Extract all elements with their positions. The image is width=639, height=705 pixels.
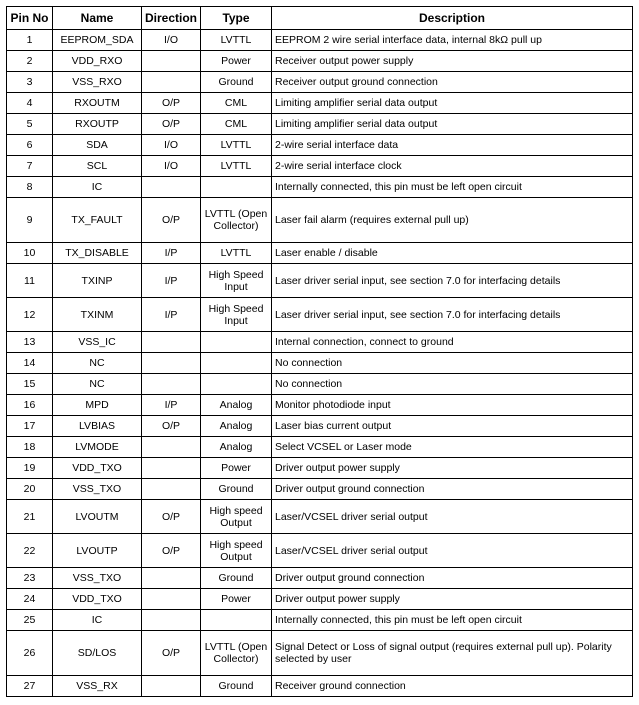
cell-description: Internal connection, connect to ground <box>272 332 633 353</box>
cell-pin-no: 6 <box>7 135 53 156</box>
cell-type: LVTTL <box>201 135 272 156</box>
cell-pin-no: 22 <box>7 534 53 568</box>
table-row <box>7 51 633 72</box>
table-row <box>7 374 633 395</box>
table-row <box>7 416 633 437</box>
cell-type: LVTTL (Open Collector) <box>201 198 272 243</box>
cell-type <box>201 374 272 395</box>
cell-type: LVTTL <box>201 30 272 51</box>
cell-description: Driver output ground connection <box>272 479 633 500</box>
cell-pin-no: 17 <box>7 416 53 437</box>
table-row <box>7 243 633 264</box>
cell-description: 2-wire serial interface data <box>272 135 633 156</box>
cell-type <box>201 610 272 631</box>
cell-pin-no: 15 <box>7 374 53 395</box>
cell-name: TXINP <box>53 264 142 298</box>
pin-table-body <box>7 30 633 697</box>
cell-pin-no: 5 <box>7 114 53 135</box>
cell-pin-no: 16 <box>7 395 53 416</box>
cell-pin-no: 24 <box>7 589 53 610</box>
cell-direction: I/O <box>142 156 201 177</box>
pin-table <box>6 6 633 697</box>
cell-pin-no: 2 <box>7 51 53 72</box>
cell-name: NC <box>53 353 142 374</box>
cell-description: 2-wire serial interface clock <box>272 156 633 177</box>
cell-direction: O/P <box>142 534 201 568</box>
cell-description: Laser enable / disable <box>272 243 633 264</box>
header-description: Description <box>272 7 633 30</box>
cell-description: Laser/VCSEL driver serial output <box>272 500 633 534</box>
table-row <box>7 298 633 332</box>
table-row <box>7 437 633 458</box>
cell-type: Ground <box>201 568 272 589</box>
cell-name: VDD_TXO <box>53 458 142 479</box>
cell-pin-no: 3 <box>7 72 53 93</box>
cell-type: CML <box>201 114 272 135</box>
cell-name: TX_DISABLE <box>53 243 142 264</box>
cell-name: SCL <box>53 156 142 177</box>
cell-name: NC <box>53 374 142 395</box>
cell-pin-no: 9 <box>7 198 53 243</box>
cell-type: LVTTL (Open Collector) <box>201 631 272 676</box>
cell-name: EEPROM_SDA <box>53 30 142 51</box>
cell-name: VDD_RXO <box>53 51 142 72</box>
cell-type: Ground <box>201 676 272 697</box>
table-row <box>7 610 633 631</box>
cell-description: Receiver ground connection <box>272 676 633 697</box>
cell-pin-no: 11 <box>7 264 53 298</box>
cell-direction <box>142 437 201 458</box>
cell-direction <box>142 479 201 500</box>
table-row <box>7 534 633 568</box>
cell-name: VDD_TXO <box>53 589 142 610</box>
cell-description: Signal Detect or Loss of signal output (requires external pull up). Polarity selected by user <box>272 631 633 676</box>
cell-type: LVTTL <box>201 156 272 177</box>
cell-name: RXOUTM <box>53 93 142 114</box>
cell-pin-no: 4 <box>7 93 53 114</box>
cell-direction: I/P <box>142 264 201 298</box>
header-name: Name <box>53 7 142 30</box>
cell-description: EEPROM 2 wire serial interface data, internal 8kΩ pull up <box>272 30 633 51</box>
cell-name: IC <box>53 177 142 198</box>
cell-type: Analog <box>201 416 272 437</box>
cell-description: Laser driver serial input, see section 7.0 for interfacing details <box>272 264 633 298</box>
cell-description: Driver output power supply <box>272 458 633 479</box>
table-row <box>7 177 633 198</box>
cell-description: Limiting amplifier serial data output <box>272 93 633 114</box>
table-row <box>7 332 633 353</box>
cell-type <box>201 332 272 353</box>
cell-name: LVOUTP <box>53 534 142 568</box>
cell-name: VSS_RXO <box>53 72 142 93</box>
cell-name: SD/LOS <box>53 631 142 676</box>
cell-direction: I/P <box>142 395 201 416</box>
cell-direction: I/P <box>142 243 201 264</box>
cell-description: Laser driver serial input, see section 7.0 for interfacing details <box>272 298 633 332</box>
table-row <box>7 589 633 610</box>
cell-pin-no: 12 <box>7 298 53 332</box>
cell-name: VSS_TXO <box>53 479 142 500</box>
cell-description: Driver output power supply <box>272 589 633 610</box>
table-row <box>7 264 633 298</box>
cell-pin-no: 7 <box>7 156 53 177</box>
table-row <box>7 631 633 676</box>
cell-pin-no: 10 <box>7 243 53 264</box>
cell-description: Laser/VCSEL driver serial output <box>272 534 633 568</box>
cell-direction <box>142 589 201 610</box>
cell-pin-no: 13 <box>7 332 53 353</box>
cell-pin-no: 21 <box>7 500 53 534</box>
cell-description: Monitor photodiode input <box>272 395 633 416</box>
cell-direction <box>142 332 201 353</box>
cell-name: SDA <box>53 135 142 156</box>
cell-description: Internally connected, this pin must be left open circuit <box>272 610 633 631</box>
cell-description: No connection <box>272 374 633 395</box>
table-row <box>7 30 633 51</box>
cell-name: LVMODE <box>53 437 142 458</box>
cell-name: IC <box>53 610 142 631</box>
cell-type: Ground <box>201 479 272 500</box>
cell-name: LVBIAS <box>53 416 142 437</box>
cell-direction <box>142 374 201 395</box>
cell-direction <box>142 51 201 72</box>
table-row <box>7 72 633 93</box>
cell-direction <box>142 72 201 93</box>
cell-direction: I/P <box>142 298 201 332</box>
cell-description: Laser bias current output <box>272 416 633 437</box>
cell-direction: I/O <box>142 135 201 156</box>
table-row <box>7 479 633 500</box>
cell-direction: I/O <box>142 30 201 51</box>
cell-type: CML <box>201 93 272 114</box>
cell-type: High Speed Input <box>201 264 272 298</box>
cell-type <box>201 353 272 374</box>
cell-name: LVOUTM <box>53 500 142 534</box>
cell-name: MPD <box>53 395 142 416</box>
cell-pin-no: 18 <box>7 437 53 458</box>
cell-pin-no: 20 <box>7 479 53 500</box>
cell-pin-no: 27 <box>7 676 53 697</box>
cell-pin-no: 8 <box>7 177 53 198</box>
cell-name: VSS_IC <box>53 332 142 353</box>
header-row <box>7 7 633 30</box>
cell-direction <box>142 676 201 697</box>
cell-name: RXOUTP <box>53 114 142 135</box>
cell-description: Limiting amplifier serial data output <box>272 114 633 135</box>
cell-name: VSS_TXO <box>53 568 142 589</box>
header-direction: Direction <box>142 7 201 30</box>
cell-type: Power <box>201 589 272 610</box>
table-row <box>7 353 633 374</box>
cell-type: High speed Output <box>201 534 272 568</box>
table-row <box>7 156 633 177</box>
cell-description: Driver output ground connection <box>272 568 633 589</box>
header-type: Type <box>201 7 272 30</box>
table-row <box>7 568 633 589</box>
cell-type: Power <box>201 51 272 72</box>
cell-type: High speed Output <box>201 500 272 534</box>
table-row <box>7 500 633 534</box>
cell-pin-no: 19 <box>7 458 53 479</box>
cell-direction <box>142 353 201 374</box>
cell-direction <box>142 568 201 589</box>
cell-type: Analog <box>201 395 272 416</box>
table-row <box>7 676 633 697</box>
cell-direction: O/P <box>142 631 201 676</box>
cell-pin-no: 23 <box>7 568 53 589</box>
cell-direction <box>142 458 201 479</box>
cell-pin-no: 26 <box>7 631 53 676</box>
cell-type <box>201 177 272 198</box>
header-pin-no: Pin No <box>7 7 53 30</box>
table-row <box>7 114 633 135</box>
cell-pin-no: 25 <box>7 610 53 631</box>
cell-description: Select VCSEL or Laser mode <box>272 437 633 458</box>
cell-name: VSS_RX <box>53 676 142 697</box>
cell-direction: O/P <box>142 416 201 437</box>
cell-description: No connection <box>272 353 633 374</box>
cell-description: Receiver output power supply <box>272 51 633 72</box>
table-row <box>7 198 633 243</box>
cell-pin-no: 1 <box>7 30 53 51</box>
cell-description: Internally connected, this pin must be left open circuit <box>272 177 633 198</box>
cell-direction: O/P <box>142 198 201 243</box>
cell-name: TX_FAULT <box>53 198 142 243</box>
cell-pin-no: 14 <box>7 353 53 374</box>
cell-type: Power <box>201 458 272 479</box>
cell-description: Receiver output ground connection <box>272 72 633 93</box>
cell-name: TXINM <box>53 298 142 332</box>
table-row <box>7 395 633 416</box>
cell-direction: O/P <box>142 93 201 114</box>
cell-direction: O/P <box>142 500 201 534</box>
table-row <box>7 135 633 156</box>
cell-type: LVTTL <box>201 243 272 264</box>
cell-direction: O/P <box>142 114 201 135</box>
cell-type: Analog <box>201 437 272 458</box>
cell-direction <box>142 610 201 631</box>
cell-direction <box>142 177 201 198</box>
cell-description: Laser fail alarm (requires external pull up) <box>272 198 633 243</box>
cell-type: High Speed Input <box>201 298 272 332</box>
cell-type: Ground <box>201 72 272 93</box>
table-row <box>7 458 633 479</box>
table-row <box>7 93 633 114</box>
